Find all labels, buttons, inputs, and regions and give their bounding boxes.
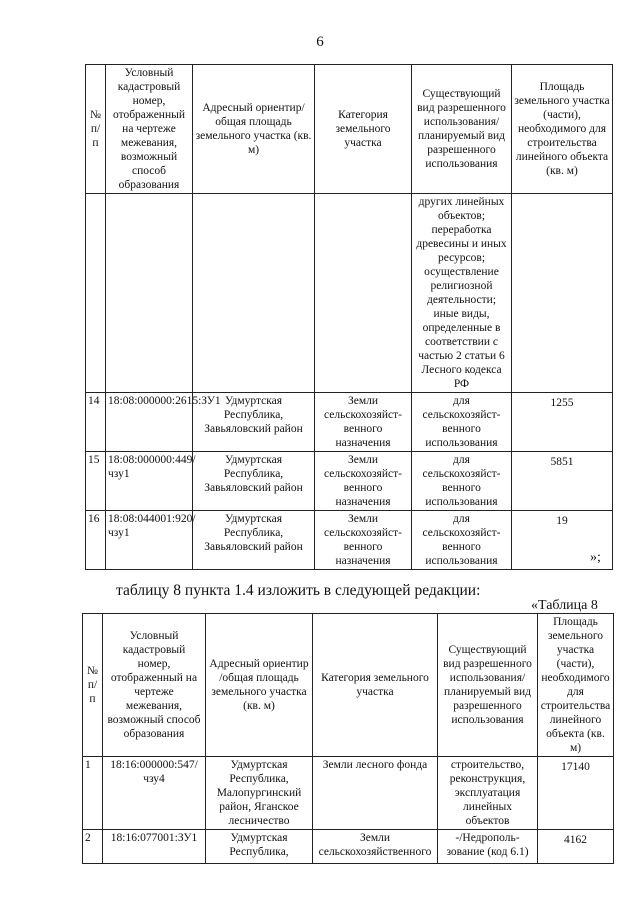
header-cell: Условный кадастровый номер, отображенный на чертеже межевания, возможный способ образования (103, 614, 206, 757)
table-row: 1 18:16:000000:547/чзу4 Удмуртская Республика, Малопургинский район, Яганское лесничество Земли лесного фонда строительство, реконструкция, эксплуатация линейных объектов 17140 (83, 757, 614, 830)
header-cell: Условный кадастровый номер, отображенный на чертеже межевания, возможный способ образования (106, 65, 193, 194)
table-row: 14 18:08:000000:2615:ЗУ1 Удмуртская Республика, Завьяловский район Земли сельскохозяйст-венного назначения для сельскохозяйст-венного использования 1255 (86, 393, 613, 452)
table-header-row (83, 614, 614, 757)
header-cell: Адресный ориентир/ общая площадь земельного участка (кв. м) (193, 65, 315, 194)
header-cell: № п/п (83, 614, 103, 757)
page-number: 6 (316, 34, 324, 50)
table-row: 16 18:08:044001:920/чзу1 Удмуртская Республика, Завьяловский район Земли сельскохозяйст-венного назначения для сельскохозяйст-венного использования 19 (86, 511, 613, 570)
table-row: 15 18:08:000000:449/чзу1 Удмуртская Республика, Завьяловский район Земли сельскохозяйст-венного назначения для сельскохозяйст-венного использования 5851 (86, 452, 613, 511)
header-cell: Площадь земельного участка (части), необходимого для строительства линейного объекта (кв. м) (512, 65, 613, 194)
instruction-text: таблицу 8 пункта 1.4 изложить в следующей редакции: (116, 582, 481, 599)
header-cell: № п/п (86, 65, 106, 194)
closing-quote: »; (590, 550, 601, 565)
header-cell: Существующий вид разрешенного использования/ планируемый вид разрешенного использования (438, 614, 538, 757)
table-header-row (86, 65, 613, 194)
table-caption: «Таблица 8 (531, 598, 598, 613)
header-cell: Площадь земельного участка (части), необходимого для строительства линейного объекта (кв. м) (538, 614, 614, 757)
header-cell: Существующий вид разрешенного использования/ планируемый вид разрешенного использования (412, 65, 512, 194)
land-plots-table-continued (85, 64, 613, 570)
land-plots-table-8 (82, 613, 614, 864)
continuation-row (86, 194, 613, 393)
header-cell: Категория земельного участка (313, 614, 438, 757)
table-row: 2 18:16:077001:ЗУ1 Удмуртская Республика, Земли сельскохозяйственного -/Недрополь-зование (код 6.1) 4162 (83, 830, 614, 864)
header-cell: Категория земельного участка (315, 65, 412, 194)
header-cell: Адресный ориентир /общая площадь земельного участка (кв. м) (206, 614, 313, 757)
continuation-text: других линейных объектов; переработка древесины и иных ресурсов; осуществление религиозной деятельности; иные виды, определенные в соответствии с частью 2 статьи 6 Лесного кодекса РФ (412, 194, 512, 393)
